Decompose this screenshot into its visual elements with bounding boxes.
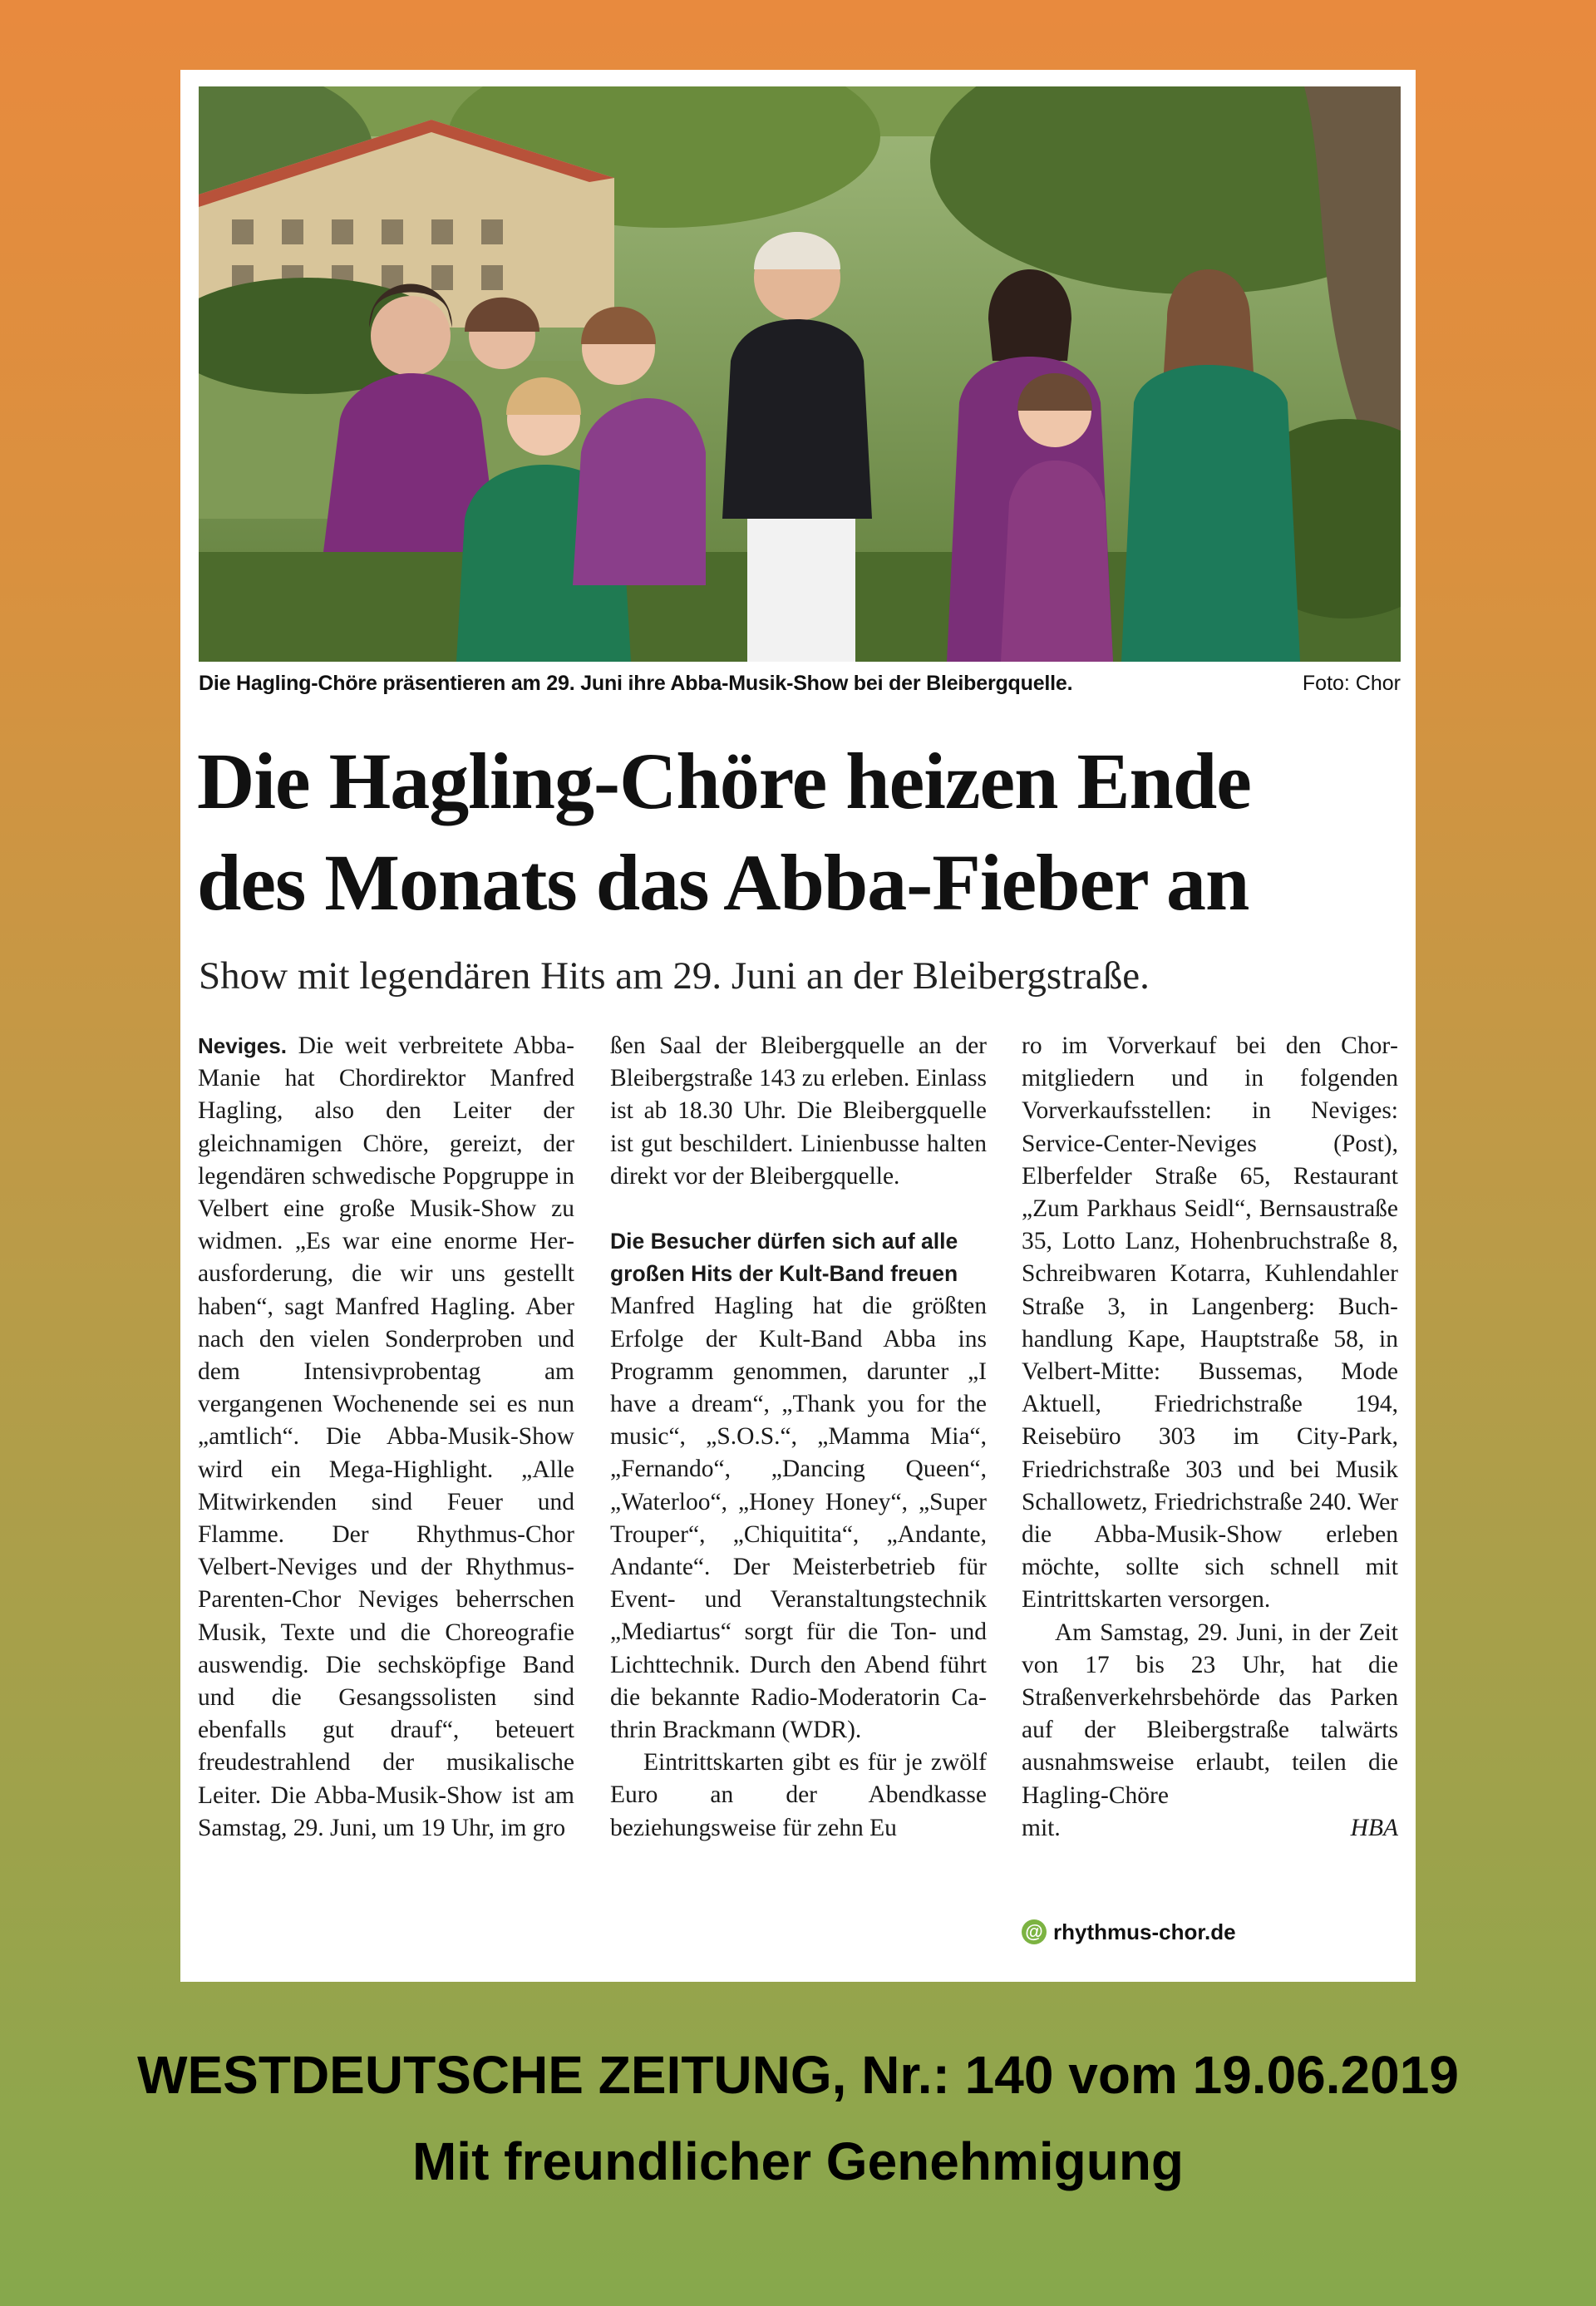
- col2-paragraph-3: Eintrittskarten gibt es für je zwölf Euro an der Abendkasse beziehungsweise für zehn Eu: [610, 1749, 987, 1841]
- col3-paragraph-2: Am Samstag, 29. Juni, in der Zeit von 17 bis 23 Uhr, hat die Straßenverkehrsbehörde das Parken auf der Bleibergstraße talwärts ausnahmsweise erlaubt, teilen die Hagling-Chöre: [1022, 1619, 1398, 1809]
- photo-credit: Foto: Chor: [1302, 672, 1401, 695]
- subheadline: Show mit legendären Hits am 29. Juni an der Bleibergstraße.: [199, 954, 1150, 998]
- article-column-3: [1022, 1030, 1398, 1845]
- source-line-2: Mit freundlicher Genehmigung: [411, 2131, 1185, 2191]
- choir-photo: [199, 86, 1401, 662]
- col2-paragraph-2: Manfred Hagling hat die größten Erfolge der Kult-Band Abba ins Programm genommen, darunter „I have a dream“, „Thank you for the music“, „S.O.S.“, „Mamma Mia“, „Fernando“, „Dancing Queen“, „Waterloo“, „Honey Honey“, „Super Trouper“, „Chiquitita“, „Andante, Andante“. Der Meisterbetrieb für Event- und Veranstaltungstechnik „Mediartus“ sorgt für die Ton- und Lichttechnik. Durch den Abend führt die bekannte Radio-Moderatorin Cathrin Brackmann (WDR).: [610, 1293, 987, 1744]
- closing-word: mit.: [1022, 1814, 1061, 1841]
- article-column-2: [610, 1030, 987, 1845]
- dateline: Neviges.: [198, 1033, 287, 1058]
- sign-line: [1022, 1812, 1398, 1845]
- section-subheading: Die Besucher dürfen sich auf alle großen Hits der Kult-Band freuen: [610, 1229, 958, 1287]
- author-initials: HBA: [1350, 1814, 1398, 1841]
- photo-caption: Die Hagling-Chöre präsentieren am 29. Juni ihre Abba-Musik-Show bei der Bleibergquelle.: [199, 672, 1073, 695]
- source-line-1: WESTDEUTSCHE ZEITUNG, Nr.: 140 vom 19.06.2019: [137, 2045, 1459, 2105]
- paragraph-intro: [198, 1030, 574, 1845]
- headline: [197, 731, 1411, 934]
- headline-line-1: Die Hagling-Chöre heizen Ende: [197, 737, 1251, 825]
- col2-paragraph-1: ßen Saal der Bleibergquelle an der Bleibergstraße 143 zu erleben. Einlass ist ab 18.30 Uhr. Die Bleibergquelle ist gut beschildert. Linienbusse halten direkt vor der Bleibergquelle.: [610, 1032, 987, 1190]
- article-column-1: [198, 1030, 574, 1845]
- col3-paragraph-1: ro im Vorverkauf bei den Chormitgliedern und in folgenden Vorverkaufsstellen: in Neviges: Service-Center-Neviges (Post), Elberfelder Straße 65, Restaurant „Zum Parkhaus Seidl“, Bernsaustraße 35, Lotto Lanz, Hohenbruchstraße 8, Schreibwaren Kotarra, Kuhlendahler Straße 3, in Langenberg: Buchhandlung Kape, Hauptstraße 58, in Velbert-Mitte: Bussemas, Mode Aktuell, Friedrichstraße 194, Reisebüro 303 im City-Park, Friedrichstraße 303 und bei Musik Schallowetz, Friedrichstraße 240. Wer die Abba-Musik-Show erleben möchte, sollte sich schnell mit Eintrittskarten versorgen.: [1022, 1032, 1398, 1614]
- web-link-icon: @: [1022, 1919, 1047, 1944]
- newspaper-clipping: [180, 70, 1416, 1982]
- photo-caption-row: [199, 668, 1401, 697]
- source-note: [0, 2032, 1596, 2205]
- headline-line-2: des Monats das Abba-Fieber an: [197, 838, 1249, 927]
- col1-text: Die weit verbreitete Abba-Manie hat Chordirektor Manfred Hagling, also den Leiter der gleichnamigen Chöre, gereizt, der legendären schwedische Popgruppe in Velbert eine große Musik-Show zu widmen. „Es war eine enorme Herausforderung, die wir uns gestellt haben“, sagt Manfred Hagling. Aber nach den vielen Sonderproben und dem Intensivprobentag am vergangenen Wochenende sei es nun „amtlich“. Die Abba-Musik-Show wird ein Mega-Highlight. „Alle Mitwirkenden sind Feuer und Flamme. Der Rhythmus-Chor Velbert-Neviges und der Rhythmus-Parenten-Chor Neviges beherrschen Musik, Texte und die Choreografie auswendig. Die sechsköpfige Band und die Gesangssolisten sind ebenfalls gut drauf“, beteuert freudestrahlend der musikalische Leiter. Die Abba-Musik-Show ist am Samstag, 29. Juni, um 19 Uhr, im gro: [198, 1032, 575, 1841]
- website-reference: [1022, 1917, 1236, 1947]
- website-url[interactable]: rhythmus-chor.de: [1053, 1919, 1236, 1944]
